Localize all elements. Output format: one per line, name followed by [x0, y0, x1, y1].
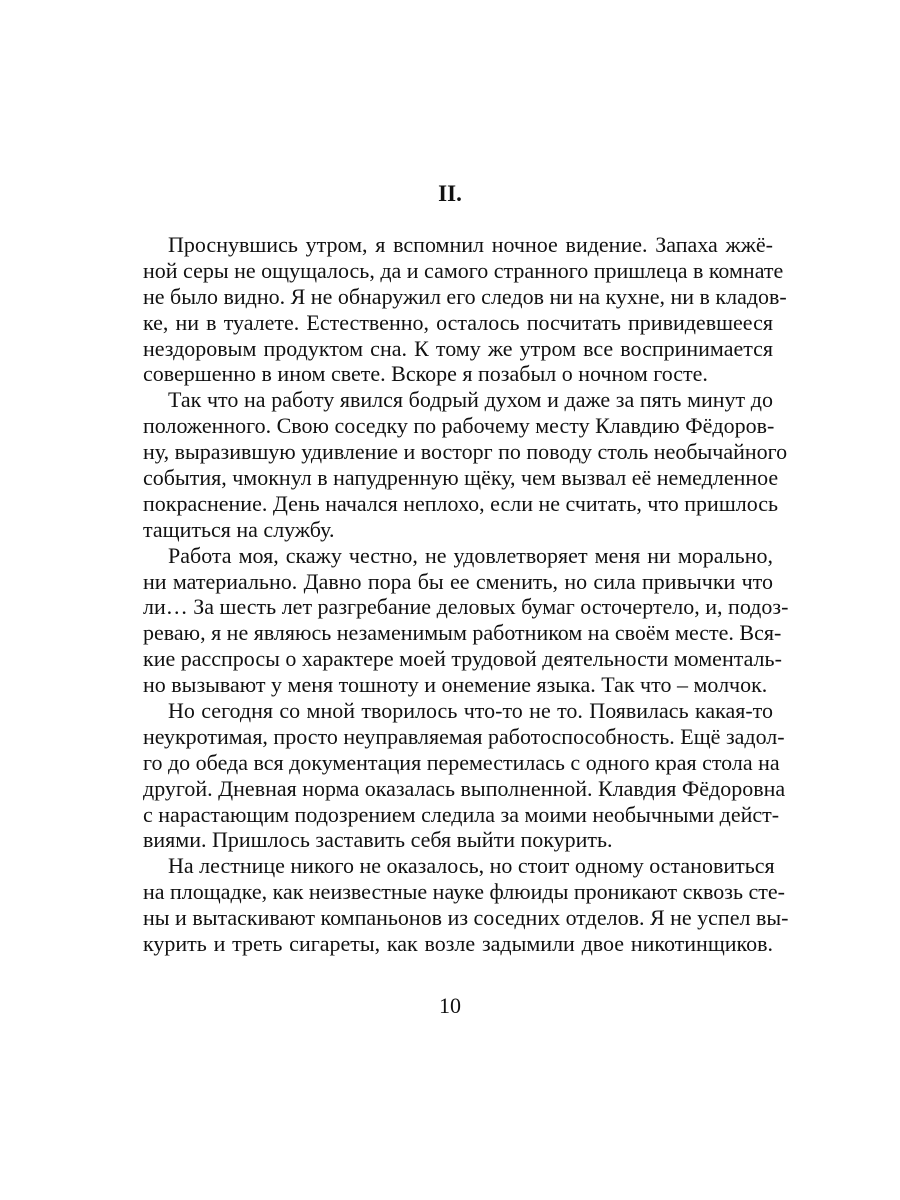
text-line: события, чмокнул в напудренную щёку, чем вызвал её немедленное — [143, 465, 779, 491]
paragraph — [143, 853, 789, 957]
text-line: с нарастающим подозрением следила за моими необычными дейст- — [143, 801, 780, 827]
paragraph — [143, 387, 788, 542]
chapter-title: II. — [438, 181, 462, 206]
text-line: покраснение. День начался неплохо, если не считать, что пришлось — [143, 490, 779, 516]
text-line: не было видно. Я не обнаружил его следов ни на кухне, ни в кладов- — [143, 283, 787, 309]
text-line: виями. Пришлось заставить себя выйти покурить. — [143, 827, 613, 853]
text-line: неукротимая, просто неуправляемая работоспособность. Ещё задол- — [143, 723, 785, 749]
text-line: кие расспросы о характере моей трудовой деятельности моменталь- — [143, 646, 782, 672]
text-line: на площадке, как неизвестные науке флюиды проникают сквозь сте- — [143, 879, 785, 905]
text-line: положенного. Свою соседку по рабочему месту Клавдию Фёдоров- — [143, 413, 775, 439]
paragraph — [143, 232, 787, 387]
text-line: Работа моя, скажу честно, не удовлетворяет меня ни морально, — [168, 542, 773, 568]
text-line: Так что на работу явился бодрый духом и даже за пять минут до — [168, 387, 773, 413]
text-line: Проснувшись утром, я вспомнил ночное видение. Запаха жжё- — [168, 232, 773, 257]
text-line: ну, выразившую удивление и восторг по поводу столь необычайного — [143, 439, 788, 465]
text-line: тащиться на службу. — [143, 516, 335, 542]
text-line: курить и треть сигареты, как возле задымили двое никотинщиков. — [143, 931, 773, 957]
page-number: 10 — [439, 993, 461, 1018]
body-text — [143, 232, 789, 957]
text-line: На лестнице никого не оказалось, но стоит одному остановиться — [168, 853, 775, 879]
paragraph — [143, 698, 786, 853]
text-line: Но сегодня со мной творилось что-то не то. Появилась какая-то — [168, 698, 773, 724]
paragraph — [143, 542, 789, 698]
text-line: реваю, я не являюсь незаменимым работником на своём месте. Вся- — [143, 620, 782, 646]
text-line: но вызывают у меня тошноту и онемение языка. Так что – молчок. — [143, 672, 768, 698]
text-line: совершенно в ином свете. Вскоре я позабыл о ночном госте. — [143, 361, 708, 387]
text-line: ли… За шесть лет разгребание деловых бумаг осточертело, и, подоз- — [143, 594, 789, 620]
text-line: ни материально. Давно пора бы ее сменить, но сила привычки что — [143, 568, 773, 594]
text-line: другой. Дневная норма оказалась выполненной. Клавдия Фёдоровна — [143, 775, 786, 801]
text-line: нездоровым продуктом сна. К тому же утром все воспринимается — [143, 335, 773, 361]
text-line: го до обеда вся документация переместилась с одного края стола на — [143, 749, 780, 775]
text-line: ны и вытаскивают компаньонов из соседних отделов. Я не успел вы- — [143, 905, 789, 931]
text-line: ной серы не ощущалось, да и самого странного пришлеца в комнате — [143, 257, 784, 283]
text-line: ке, ни в туалете. Естественно, осталось посчитать привидевшееся — [143, 309, 773, 335]
